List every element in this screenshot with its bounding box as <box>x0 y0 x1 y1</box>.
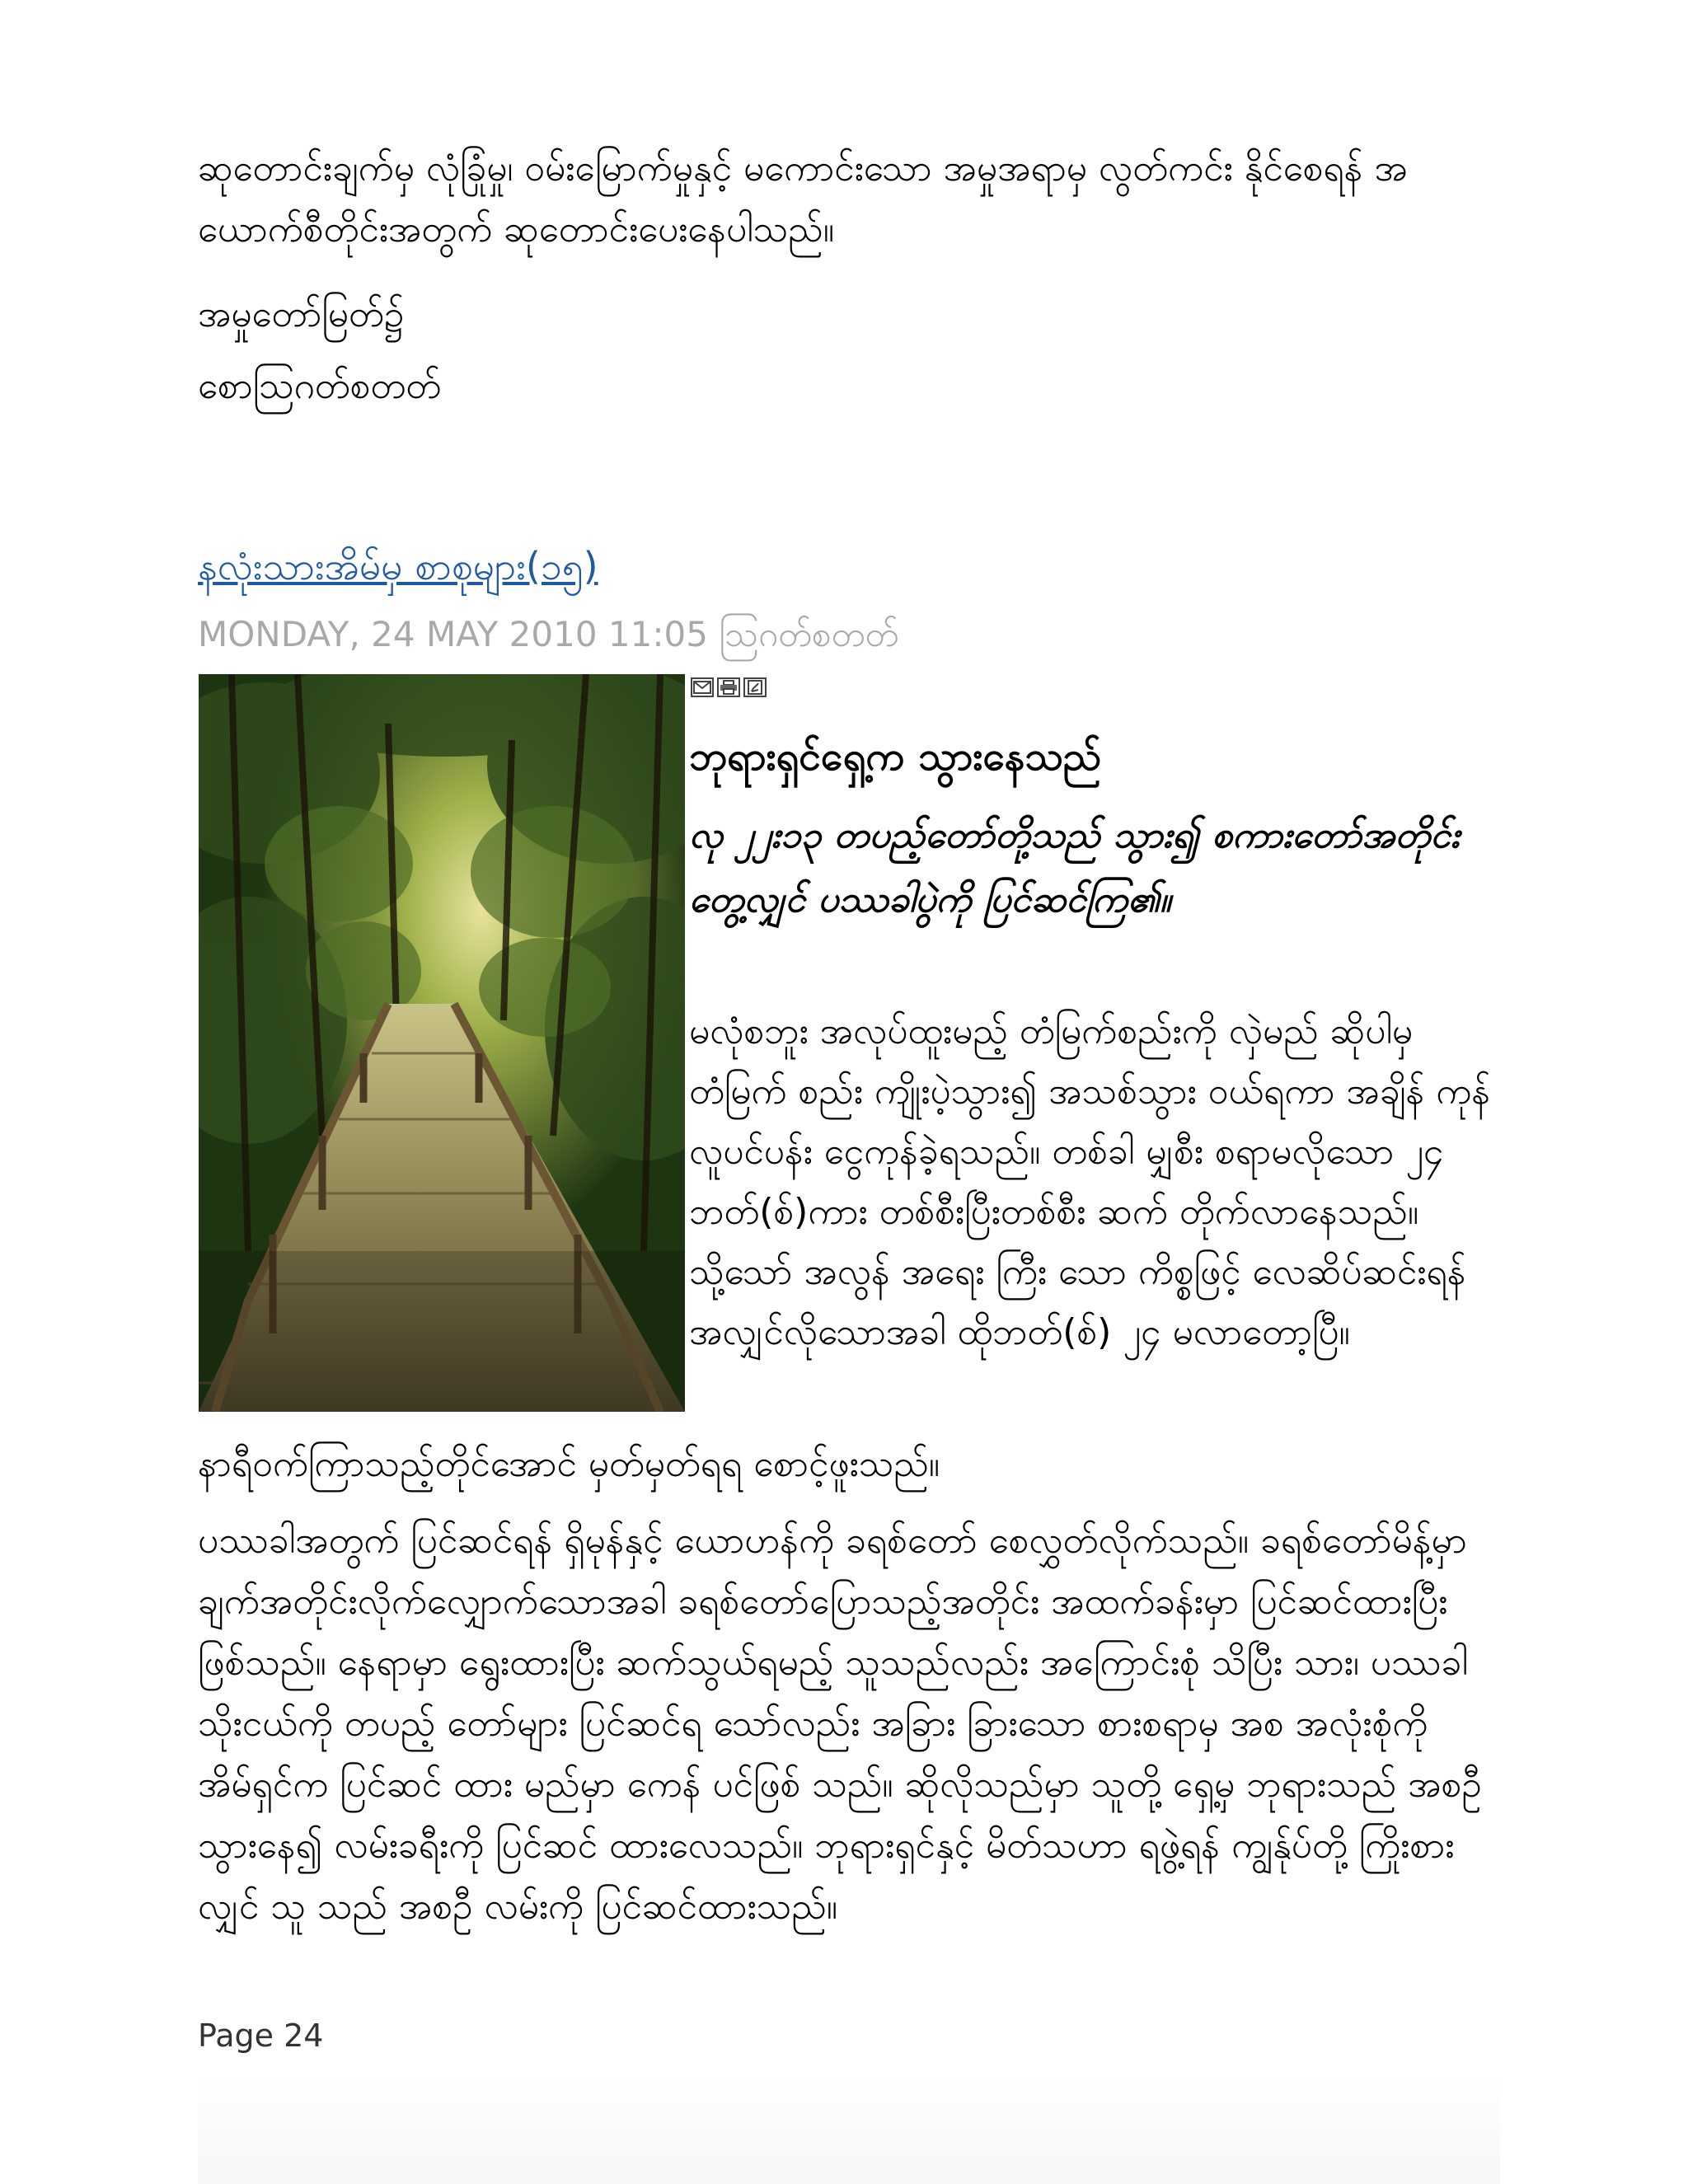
article-heading: ဘုရားရှင်ရှေ့က သွားနေသည် <box>689 733 1102 780</box>
article-title-link[interactable]: နလုံးသားအိမ်မှ စာစုများ(၁၅) <box>198 544 598 588</box>
pdf-icon[interactable] <box>743 677 767 697</box>
article-date: MONDAY, 24 MAY 2010 11:05 <box>198 614 708 654</box>
article-dateline <box>198 606 898 663</box>
article-body-paragraph: ပဿခါအတွက် ပြင်ဆင်ရန် ရှိမုန်နှင့် ယောဟန်ကို ခရစ်တော် စေလွှတ်လိုက်သည်။ ခရစ်တော်မိန့်မှာ ချက်အတိုင်းလိုက်လျှောက်သောအခါ ခရစ်တော်ပြောသည့်အတိုင်း အထက်ခန်းမှာ ပြင်ဆင်ထားပြီး ဖြစ်သည်။ နေရာမှာ ရွေးထားပြီး ဆက်သွယ်ရမည့် သူသည်လည်း အကြောင်းစုံ သိပြီး သား၊ ပဿခါသိုးငယ်ကို တပည့် တော်များ ပြင်ဆင်ရ သော်လည်း အခြား ခြားသော စားစရာမှ အစ အလုံးစုံကို အိမ်ရှင်က ပြင်ဆင် ထား မည်မှာ ကေန် ပင်ဖြစ် သည်။ ဆိုလိုသည်မှာ သူတို့ ရှေ့မှ ဘုရားသည် အစဦ သွားနေ၍ လမ်းခရီးကို ပြင်ဆင် ထားလေသည်။ ဘုရားရှင်နှင့် မိတ်သဟာ ရဖွဲ့ရန် ကျွန်ုပ်တို့ ကြိုးစား လျှင် သူ သည် အစဦ လမ်းကို ပြင်ဆင်ထားသည်။ <box>198 1520 1482 1928</box>
article-toolbar <box>691 677 767 701</box>
email-icon[interactable] <box>691 677 714 697</box>
page-number: Page 24 <box>198 2018 324 2054</box>
article-author: သြဂတ်စတတ် <box>719 614 899 654</box>
article-side-paragraph: မလုံစဘူး အလုပ်ထူးမည့် တံမြက်စည်းကို လှဲမည် ဆိုပါမှ တံမြက် စည်း ကျိုးပဲ့သွား၍ အသစ်သွား ဝယ်ရကာ အချိန် ကုန်လူပင်ပန်း ငွေကုန်ခဲ့ရသည်။ တစ်ခါ မျှစီး စရာမလိုသော ၂၄ ဘတ်(စ်)ကား တစ်စီးပြီးတစ်စီး ဆက် တိုက်လာနေသည်။ သို့သော် အလွန် အရေး ကြီး သော ကိစ္စဖြင့် လေဆိပ်ဆင်းရန် အလျှင်လိုသောအခါ ထိုဘတ်(စ်) ၂၄ မလာတော့ပြီ။ <box>689 1010 1491 1353</box>
scripture-verse: လု ၂၂း၁၃ တပည့်တော်တို့သည် သွား၍ စကားတော်အတိုင်းတွေ့လျှင် ပဿခါပွဲကို ပြင်ဆင်ကြ၏။ <box>689 814 1461 921</box>
intro-signature: စောသြဂတ်စတတ် <box>198 365 442 407</box>
forest-boardwalk-illustration <box>199 674 685 1412</box>
footer-shade <box>198 2073 1500 2184</box>
intro-line-ministry: အမှုတော်မြတ်၌ <box>198 293 405 335</box>
forest-boardwalk-photo <box>199 674 685 1412</box>
intro-paragraph: ဆုတောင်းချက်မှ လုံခြုံမှု၊ ဝမ်းမြောက်မှုနှင့် မကောင်းသော အမှုအရာမှ လွတ်ကင်း နိုင်စေရန် အယောက်စီတိုင်းအတွက် ဆုတောင်းပေးနေပါသည်။ <box>198 148 1408 251</box>
article-continuation: နာရီဝက်ကြာသည့်တိုင်အောင် မှတ်မှတ်ရရ စောင့်ဖူးသည်။ <box>198 1443 940 1485</box>
print-icon[interactable] <box>717 677 740 697</box>
